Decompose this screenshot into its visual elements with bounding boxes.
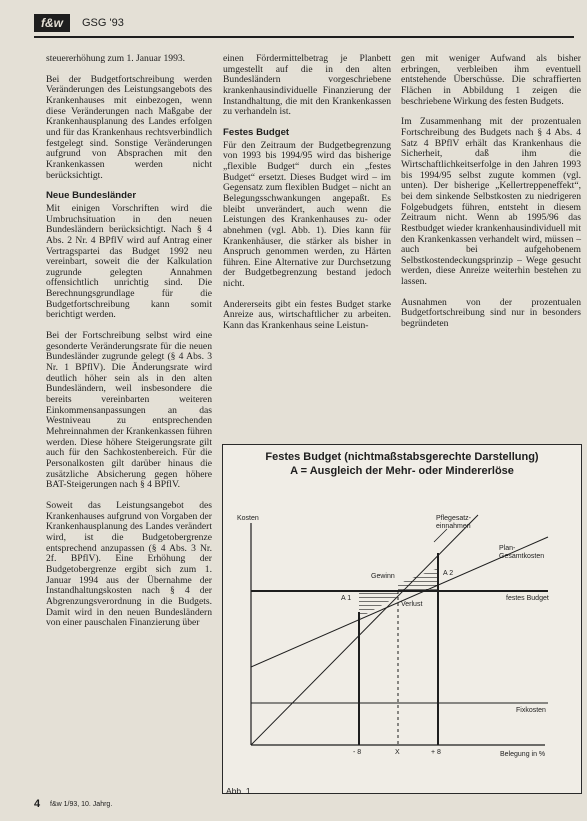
figure-festes-budget — [222, 444, 582, 794]
paragraph: einen Fördermittelbetrag je Planbett umgestellt auf die in den alten Bundesländern vorgeschriebene krankenhausindividuelle Finanzierung der Instandhaltung, die mit den Krankenkassen zu verhandeln ist. — [223, 53, 391, 118]
hatched-area-gewinn — [398, 568, 438, 591]
budget-diagram — [223, 445, 582, 794]
paragraph: Mit einigen Vorschriften wird die Umbruchsituation in den neuen Bundesländern berücksichtigt. Nach § 4 Abs. 2 Nr. 4 BPflV wird auf Antrag einer Vertragspartei das Budget 1992 neu vereinbart, soweit die der Kalkulation zugrunde gelegten Annahmen offensichtlich unrichtig sind. Die Berechnungsgrundlage für die Budgetfortschreibung kann somit berichtigt werden. — [46, 202, 212, 321]
journal-logo: f&w — [34, 14, 70, 32]
paragraph: steuererhöhung zum 1. Januar 1993. — [46, 53, 186, 64]
paragraph: Bei der Fortschreibung selbst wird eine gesonderte Veränderungsrate für die neuen Bundesländer zugrunde gelegt (§ 4 Abs. 3 Nr. 1 BPflV). Die Änderungsrate wird deutlich höher sein als in den alten Bundesländern, weil insbesondere die bereits vereinbarten weiteren Einkommensanpassungen an das Westniveau zu entsprechenden Mehreinnahmen der Krankenkassen führen werden. Diese höhere Steigerungsrate gilt auch für den Sachkostenbereich. Für die Personalkosten gilt darüber hinaus die zusätzliche Absicherung gegen höhere BAT-Steigerungen nach § 4 BPflV. — [46, 330, 212, 491]
a2-label: A 2 — [443, 570, 454, 577]
paragraph: Bei der Budgetfortschreibung werden Veränderungen des Leistungsangebots des Krankenhauses mit einbezogen, wenn diese Veränderungen nach Maßgabe der Krankenhausplanung des Landes erfolgen und für das Krankenhaus rechtsverbindlich festgelegt sind. Sonstige Veränderungen aufgrund von Absprachen mit den Krankenkassen werden nicht berücksichtigt. — [46, 73, 212, 181]
plan-label: Plan- Gesamtkosten — [499, 545, 545, 560]
pflegesatzeinnahmen-line — [251, 515, 478, 745]
figure-caption: Abb. 1 — [226, 786, 251, 796]
verlust-label: Verlust — [401, 601, 423, 608]
footer-meta: f&w 1/93, 10. Jahrg. — [50, 801, 113, 808]
paragraph: Für den Zeitraum der Budgetbegrenzung von 1993 bis 1994/95 wird das bisherige „flexible Budget“ durch ein „festes Budget“ ersetzt. Dieses Budget wird – im Gegensatz zum flexiblen Budget – nicht an Belegungsschwankungen angepaßt. Es bleibt unverändert, auch wenn die Leistungen des Krankenhauses zu- oder abnehmen (vgl. Abb. 1). Dies kann für Krankenhäuser, die stärker als bisher in Anspruch genommen werden, zu Härten führen. Eine Alternative zur Durchsetzung der Budgetbegrenzung bestand jedoch nicht. — [223, 139, 391, 290]
hatched-area-verlust — [359, 591, 398, 618]
tick-minus-label: - 8 — [353, 749, 362, 756]
page-number: 4 — [34, 798, 41, 810]
x-axis-label: Belegung in % — [500, 751, 546, 758]
header-rule — [34, 36, 574, 38]
gewinn-label: Gewinn — [371, 573, 395, 580]
fixkosten-label: Fixkosten — [516, 707, 546, 714]
tick-plus-label: + 8 — [431, 749, 441, 756]
figure-subtitle: A = Ausgleich der Mehr- oder Mindererlöse — [290, 465, 514, 477]
pflegesatz-label: Pflegesatz- einnahmen — [436, 515, 472, 530]
y-axis-label: Kosten — [237, 515, 259, 522]
page-header — [34, 12, 574, 34]
section-code: GSG '93 — [82, 17, 124, 29]
a1-label: A 1 — [341, 595, 352, 602]
festes-budget-label: festes Budget — [506, 595, 549, 602]
paragraph: Andererseits gibt ein festes Budget starke Anreize aus, wirtschaftlicher zu arbeiten. Kann das Krankenhaus seine Leistun- — [223, 298, 391, 332]
paragraph: Im Zusammenhang mit der prozentualen Fortschreibung des Budgets nach § 4 Abs. 4 Satz 4 BPflV erhält das Krankenhaus die Sicherheit, daß ihm die Wirtschaftlichkeitserfolge in den Jahren 1993 bis 1994/95 selbst zugute kommen (vgl. unten). Der bisherige „Kellertreppeneffekt“, bei dem sinkende Selbstkosten zu niedrigeren Folgebudgets führen, entsteht in diesem Zeitraum nicht. Wenn ab 1995/96 das Restbudget wieder krankenhausindividuell mit den Krankenkassen verhandelt wird, müssen – auch bei aufgehobenem Selbstkostendeckungsprinzip – Wege gesucht werden, diese Anreize weiterhin bestehen zu lassen. — [401, 116, 581, 288]
text-column-3 — [401, 54, 581, 340]
paragraph: gen mit weniger Aufwand als bisher erbringen, verbleiben ihm eventuell entstehende Überschüsse. Die schraffierten Flächen in Abbildung 1 zeigen die beschriebene Wirkung des festen Budgets. — [401, 53, 581, 107]
figure-title: Festes Budget (nichtmaßstabsgerechte Darstellung) — [265, 451, 539, 463]
section-heading: Neue Bundesländer — [46, 190, 137, 202]
text-column-1 — [46, 54, 212, 639]
paragraph: Ausnahmen von der prozentualen Budgetfortschreibung sind nur in besonders begründeten — [401, 296, 581, 330]
section-heading: Festes Budget — [223, 126, 290, 138]
tick-x-label: X — [395, 749, 400, 756]
text-column-2 — [223, 54, 391, 342]
paragraph: Soweit das Leistungsangebot des Krankenhauses aufgrund von Vorgaben der Krankenhausplanung des Landes verändert wird, ist die Budgetobergrenze entsprechend anzupassen (§ 4 Abs. 3 Nr. 2f. BPflV). Eine Erhöhung der Budgetobergrenze ergibt sich zum 1. Januar 1994 aus der Übernahme der Instandhaltungskosten nach § 4 der Abgrenzungsverordnung in die Budgets. Damit wird in den neuen Bundesländern von einer pauschalen Finanzierung über — [46, 499, 212, 629]
